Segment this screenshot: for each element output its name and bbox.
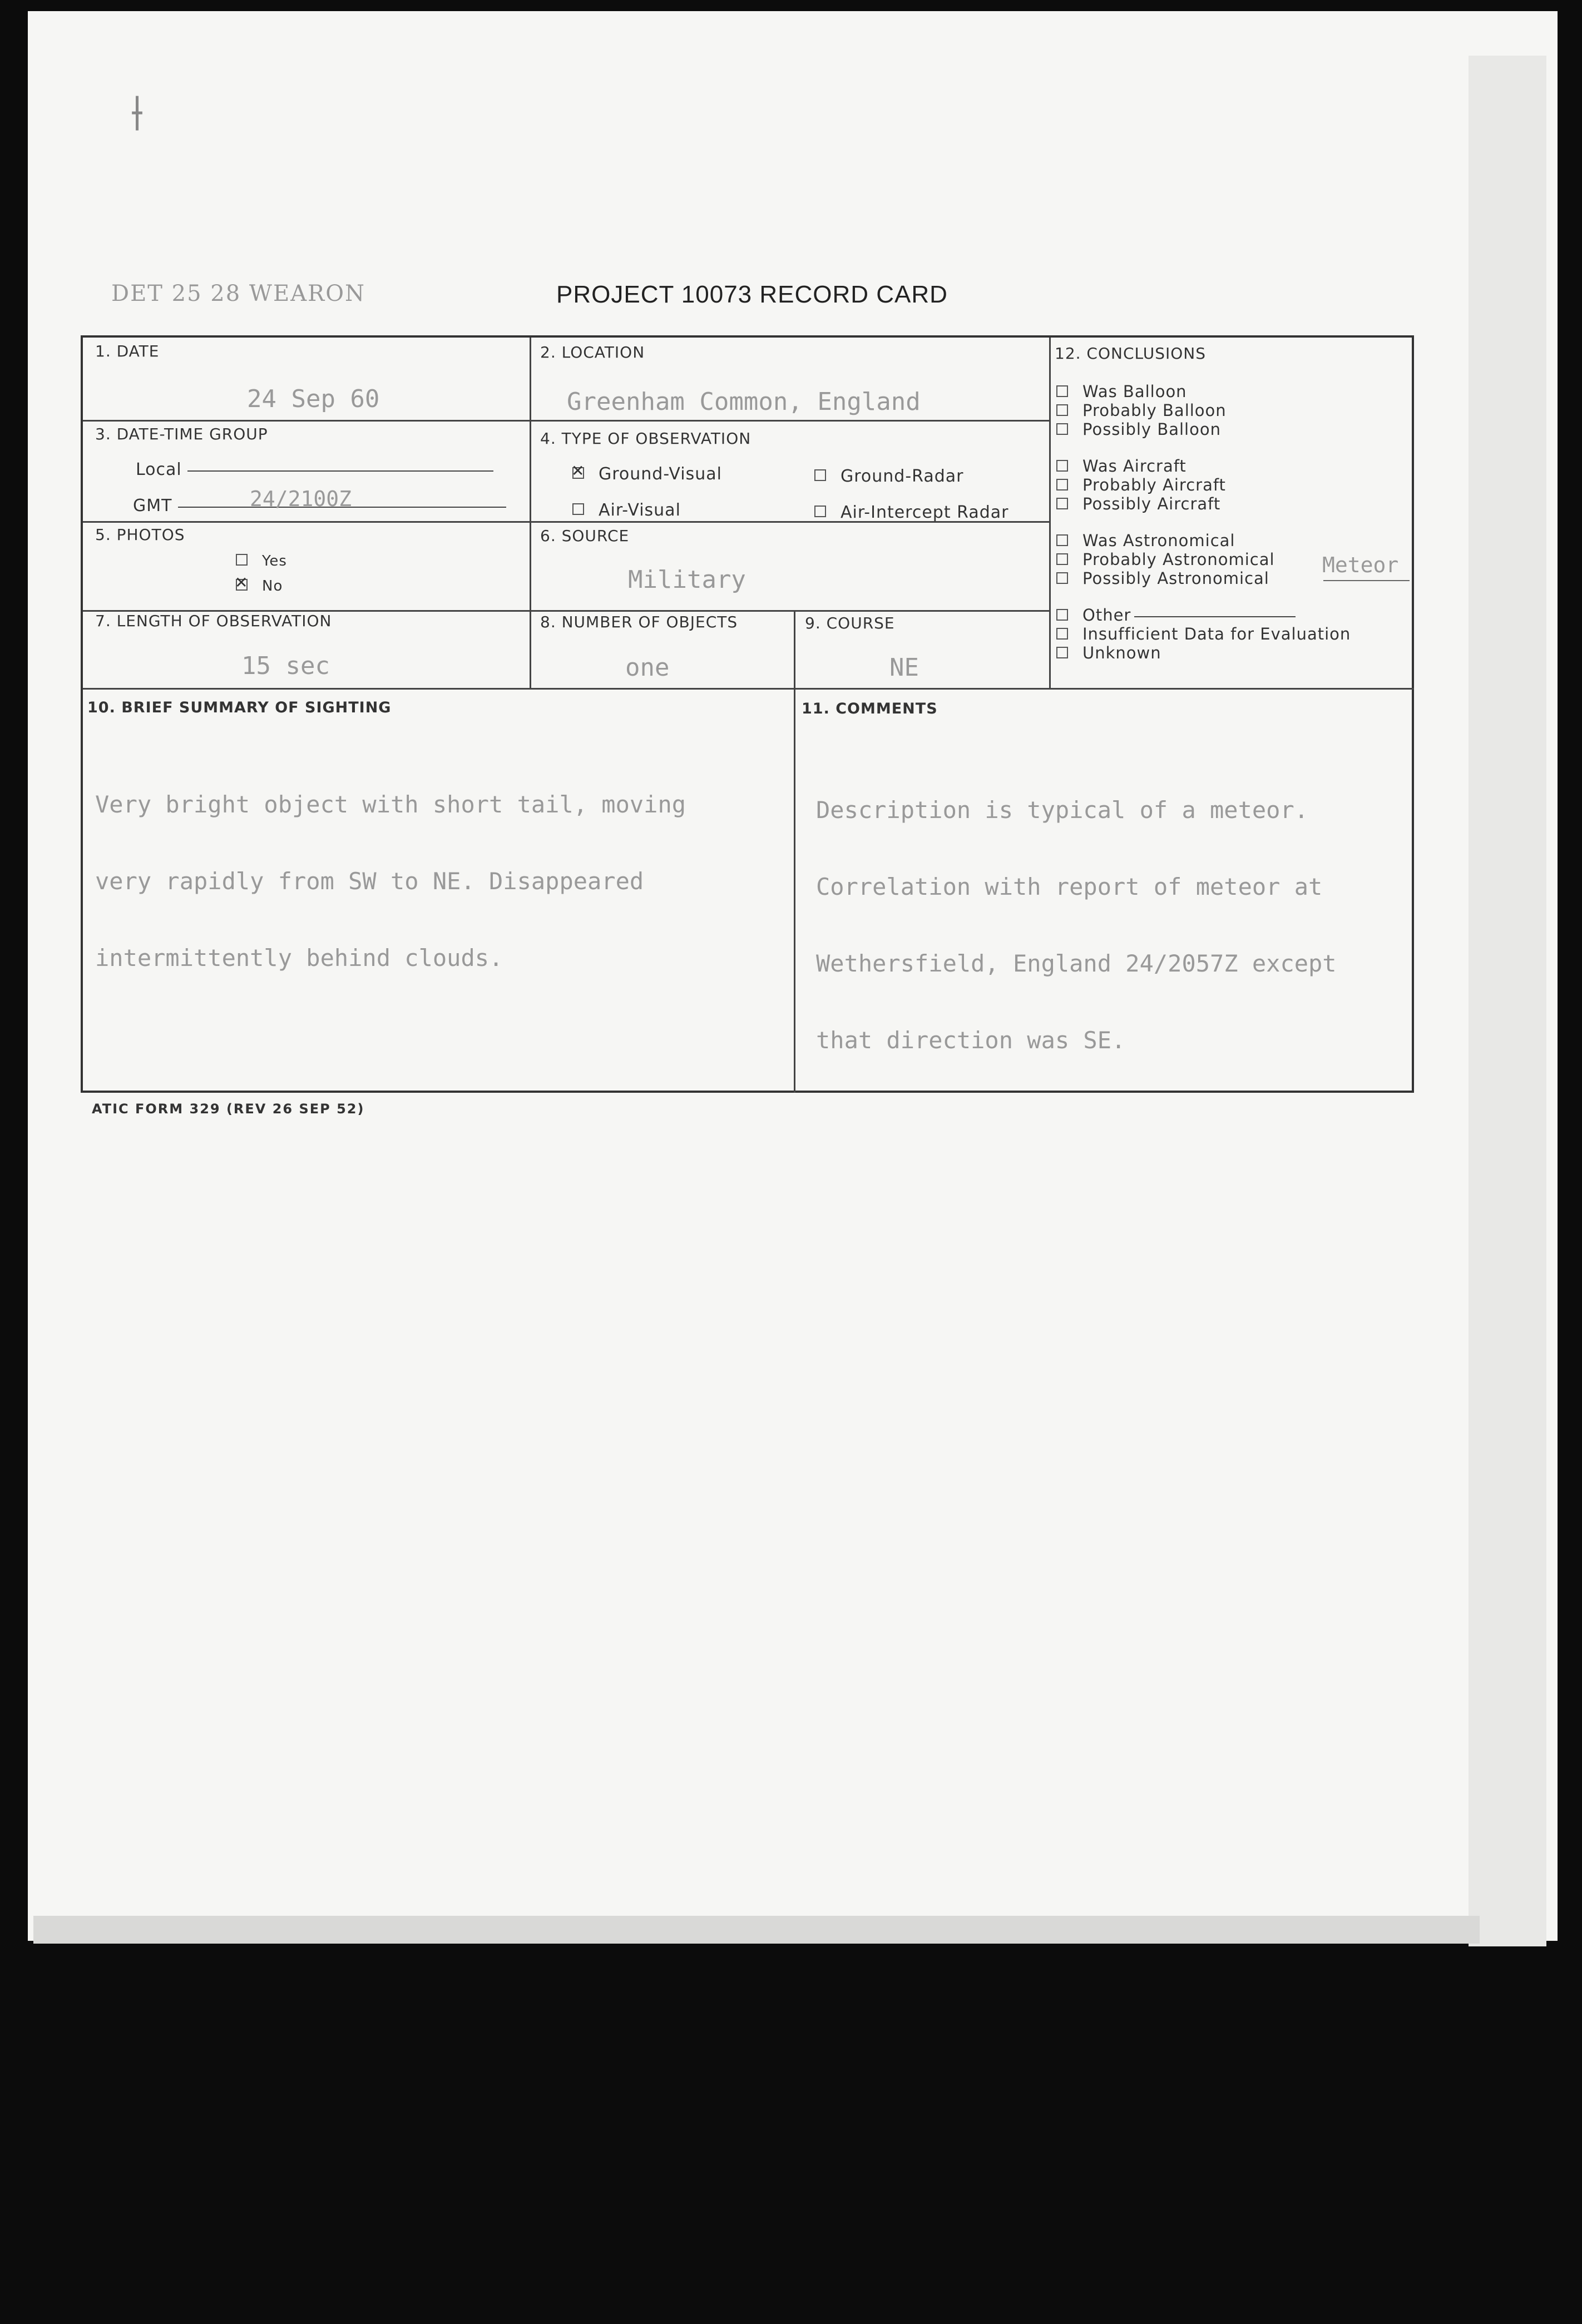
conclusion-item: Insufficient Data for Evaluation <box>1056 625 1351 643</box>
pencil-mark: ⟊ <box>131 83 144 142</box>
location-value: Greenham Common, England <box>567 388 921 416</box>
conclusion-item: Was Astronomical <box>1056 531 1351 550</box>
divider <box>1049 338 1051 688</box>
divider <box>83 420 1049 422</box>
comments-line: Description is typical of a meteor. <box>816 796 1309 824</box>
dtg-label: 3. DATE-TIME GROUP <box>95 425 268 443</box>
form-number: ATIC FORM 329 (REV 26 SEP 52) <box>92 1101 365 1117</box>
checkbox-icon <box>814 506 826 517</box>
conclusion-item: Possibly Balloon <box>1056 420 1351 439</box>
summary-line: very rapidly from SW to NE. Disappeared <box>95 868 644 895</box>
other-line <box>1134 616 1296 617</box>
checkbox-icon <box>1056 534 1068 546</box>
local-label: Local <box>136 460 182 479</box>
checkbox-icon <box>1056 609 1068 621</box>
gmt-value: 24/2100Z <box>250 487 352 511</box>
conclusion-item: Possibly Aircraft <box>1056 494 1351 513</box>
paper-shadow-bottom <box>33 1916 1480 1944</box>
type-air-visual: Air-Visual <box>572 501 681 520</box>
det-header: DET 25 28 WEARON <box>111 281 365 306</box>
conclusion-item: Probably Aircraft <box>1056 475 1351 494</box>
date-label: 1. DATE <box>95 342 160 360</box>
photos-no: ✕No <box>236 578 283 594</box>
conclusion-item: Probably Balloon <box>1056 401 1351 420</box>
course-value: NE <box>889 653 919 682</box>
annotation-underline <box>1323 580 1410 581</box>
divider <box>794 610 795 688</box>
summary-line: Very bright object with short tail, moving <box>95 791 686 818</box>
summary-text <box>95 741 686 1022</box>
location-label: 2. LOCATION <box>540 343 645 361</box>
comments-line: Correlation with report of meteor at <box>816 873 1323 900</box>
checkbox-icon <box>1056 423 1068 435</box>
spacer <box>1056 513 1351 531</box>
divider <box>530 338 531 688</box>
card-title: PROJECT 10073 RECORD CARD <box>556 281 948 308</box>
conclusion-item: Was Aircraft <box>1056 457 1351 475</box>
record-card <box>81 335 1414 1093</box>
checkbox-icon <box>1056 628 1068 640</box>
objects-value: one <box>625 653 670 682</box>
conclusions-label: 12. CONCLUSIONS <box>1055 344 1207 363</box>
objects-label: 8. NUMBER OF OBJECTS <box>540 613 738 631</box>
conclusion-item: Possibly Astronomical <box>1056 569 1351 588</box>
conclusion-item: Was Balloon <box>1056 382 1351 401</box>
paper-shadow <box>1469 56 1546 1946</box>
checkbox-icon <box>1056 385 1068 397</box>
conclusion-item: Unknown <box>1056 643 1351 662</box>
course-label: 9. COURSE <box>805 614 895 632</box>
comments-line: that direction was SE. <box>816 1027 1126 1054</box>
length-label: 7. LENGTH OF OBSERVATION <box>95 612 332 630</box>
source-label: 6. SOURCE <box>540 527 630 545</box>
photos-yes: Yes <box>236 553 287 569</box>
date-value: 24 Sep 60 <box>247 385 380 413</box>
summary-line: intermittently behind clouds. <box>95 944 503 972</box>
type-ground-visual: ✕Ground-Visual <box>572 464 722 484</box>
type-air-intercept-radar: Air-Intercept Radar <box>814 503 1008 522</box>
source-value: Military <box>628 566 746 594</box>
checkbox-icon <box>814 469 826 481</box>
spacer <box>1056 588 1351 606</box>
length-value: 15 sec <box>241 652 330 680</box>
checkbox-icon <box>572 503 584 515</box>
checkbox-icon <box>1056 647 1068 658</box>
checkbox-icon <box>1056 572 1068 584</box>
checkbox-icon <box>1056 460 1068 472</box>
checkbox-icon <box>1056 404 1068 416</box>
type-ground-radar: Ground-Radar <box>814 467 964 486</box>
summary-label: 10. BRIEF SUMMARY OF SIGHTING <box>87 699 392 716</box>
divider <box>83 688 1414 690</box>
photos-label: 5. PHOTOS <box>95 526 185 544</box>
checkbox-icon <box>236 554 248 566</box>
gmt-label: GMT <box>133 496 172 516</box>
checkbox-icon <box>1056 553 1068 565</box>
type-label: 4. TYPE OF OBSERVATION <box>540 429 752 448</box>
conclusions-list <box>1056 382 1351 662</box>
checkbox-icon <box>572 467 584 479</box>
conclusion-item: Other <box>1056 606 1351 625</box>
spacer <box>1056 439 1351 457</box>
dtg-local-label <box>136 460 493 479</box>
conclusion-item: Probably Astronomical <box>1056 550 1351 569</box>
comments-line: Wethersfield, England 24/2057Z except <box>816 950 1337 977</box>
checkbox-icon <box>1056 479 1068 490</box>
conclusion-annotation: Meteor <box>1322 553 1399 577</box>
checkbox-icon <box>1056 498 1068 509</box>
comments-label: 11. COMMENTS <box>802 700 938 717</box>
checkbox-icon <box>236 579 248 591</box>
comments-text <box>816 746 1337 1104</box>
local-line <box>187 470 493 472</box>
